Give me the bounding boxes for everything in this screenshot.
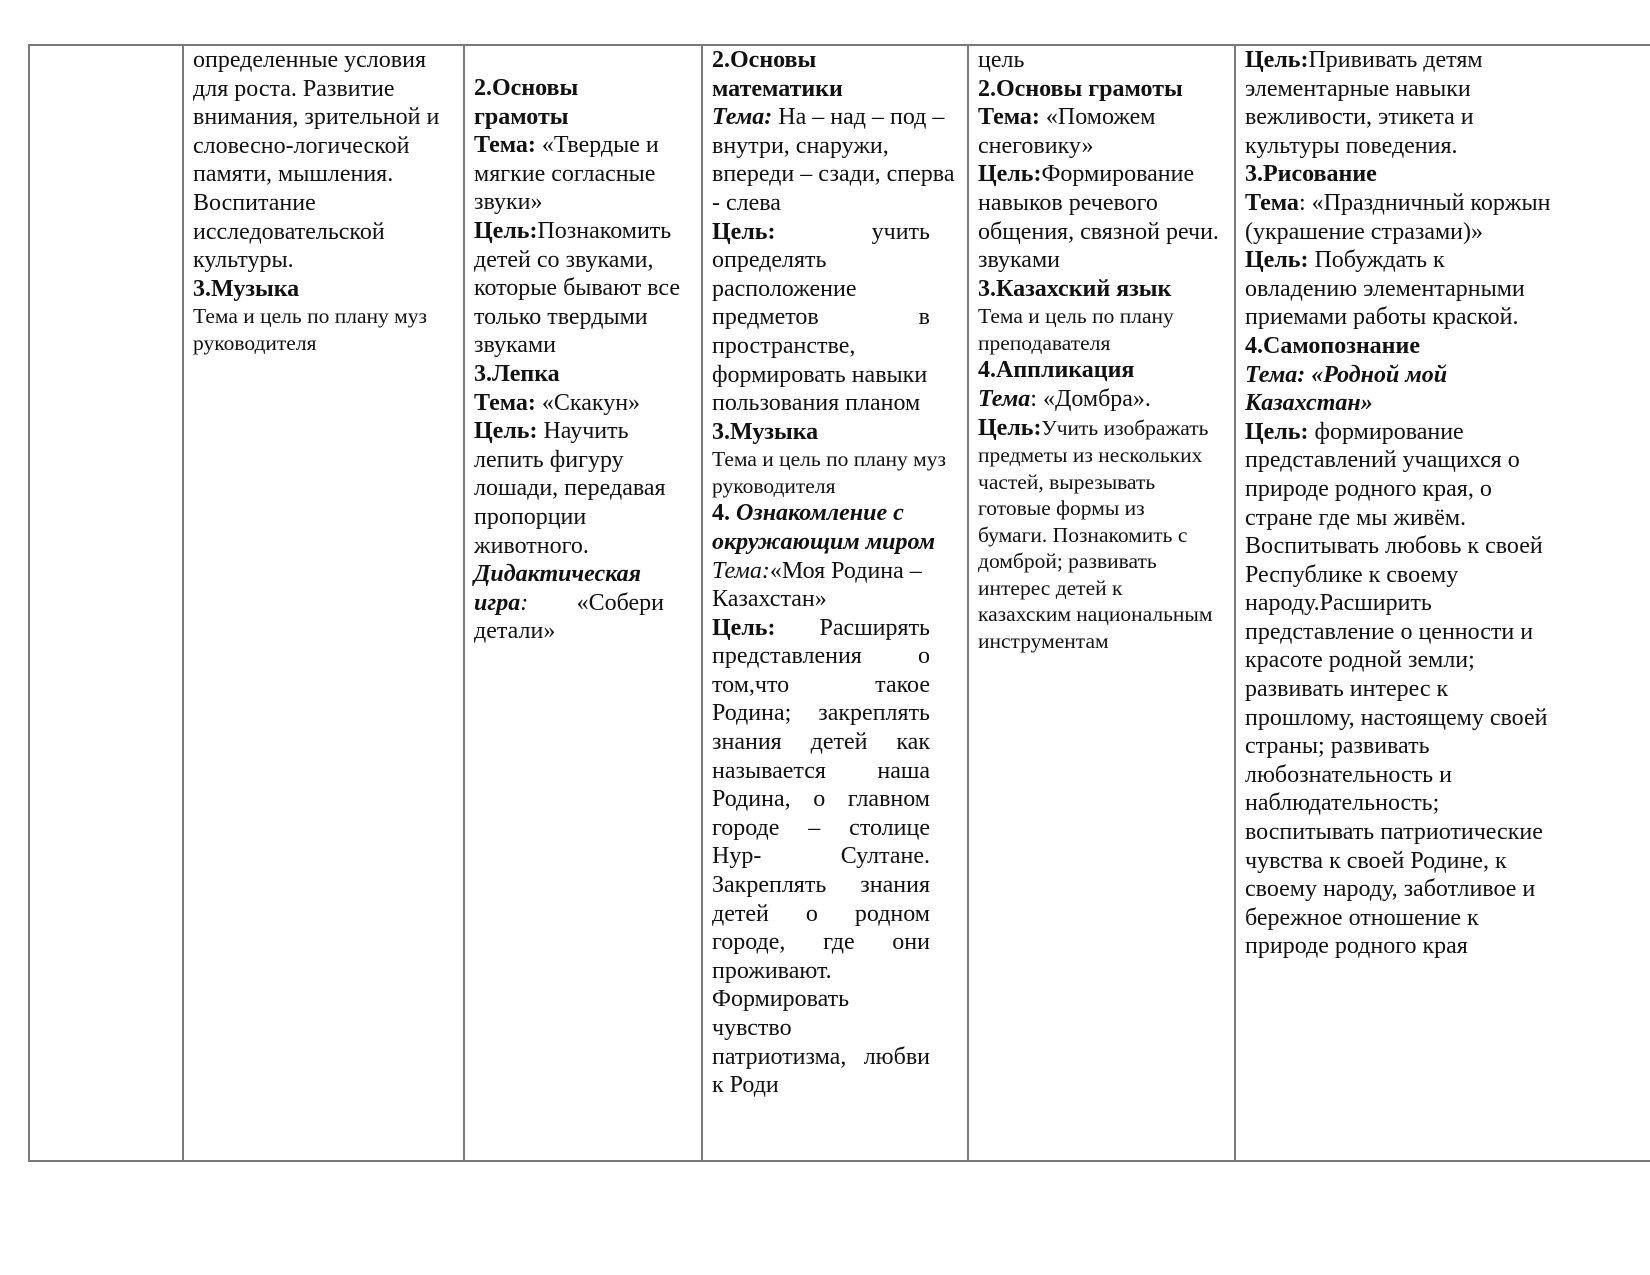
text-line: формировать навыки (712, 361, 928, 388)
text-line: чувства к своей Родине, к (1245, 847, 1507, 874)
text-line: Формировать (712, 986, 850, 1013)
text-line: детей о родном (712, 900, 930, 927)
text-line: общения, связной речи. (978, 218, 1219, 245)
text-line: снеговику» (978, 132, 1094, 159)
text-line: Родина, о главном (712, 786, 930, 813)
text-line: навыков речевого (978, 189, 1158, 216)
text-line: : «Домбра». (1030, 385, 1151, 412)
text-line: своему народу, заботливое и (1245, 876, 1536, 903)
text-line: «Твердые и (541, 132, 659, 159)
text-line: наблюдательность; (1245, 790, 1440, 817)
cel-label: Цель: (474, 418, 538, 445)
text-line: внутри, снаружи, (712, 132, 889, 159)
text-line: знания детей как (712, 729, 930, 756)
colon: : (520, 589, 529, 616)
text-line: пользования планом (712, 390, 921, 417)
column-divider (1234, 44, 1236, 1162)
cel-label: Цель: (712, 218, 776, 245)
text-line: внимания, зрительной и (193, 104, 440, 131)
text-line: Закреплять знания (712, 872, 930, 899)
column-divider (182, 44, 184, 1162)
tema-label: Казахстан» (1245, 390, 1373, 417)
text-line: стране где мы живём. (1245, 504, 1467, 531)
table-border (28, 44, 30, 1162)
text-line: называется наша (712, 757, 930, 784)
text-line: пространстве, (712, 332, 856, 359)
text-line: которые бывают все (474, 275, 680, 302)
tema-label: Тема: (978, 104, 1040, 131)
tema-label: Тема: (712, 557, 770, 584)
text-line: в (918, 304, 930, 331)
text-line: словесно-логической (193, 132, 410, 159)
text-line: «Собери (576, 589, 664, 616)
text-line: культуры поведения. (1245, 132, 1458, 159)
text-line: народу.Расширить (1245, 590, 1432, 617)
tema-label: Тема: (474, 132, 536, 159)
text-line: представление о ценности и (1245, 618, 1534, 645)
column-divider (463, 44, 465, 1162)
cel-label: Цель: (712, 614, 776, 641)
text-line: детей со звуками, (474, 246, 654, 273)
text-line: звуками (474, 332, 556, 359)
subject-heading: 3.Музыка (712, 418, 819, 445)
text-line: животного. (474, 532, 589, 559)
text-line: воспитывать патриотические (1245, 819, 1543, 846)
cell-col1 (193, 46, 455, 356)
text-line: казахским национальным (978, 602, 1213, 627)
text-line: бережное отношение к (1245, 904, 1479, 931)
text-line: элементарные навыки (1245, 75, 1471, 102)
text-line: пропорции (474, 503, 587, 530)
text-line: мягкие согласные (474, 160, 656, 187)
subject-heading: 3.Лепка (474, 360, 560, 387)
text-line: Республике к своему (1245, 561, 1459, 588)
text-line: Учить изображать (1041, 415, 1209, 440)
text-line: Научить (543, 418, 629, 445)
text-line: руководителя (193, 330, 317, 355)
text-line: звуками (978, 247, 1060, 274)
text-line: впереди – сзади, сперва (712, 161, 955, 188)
text-line: бумаги. Познакомить с (978, 522, 1188, 547)
game-label: Дидактическая (474, 561, 642, 588)
text-line: (украшение стразами)» (1245, 218, 1484, 245)
text-line: патриотизма, любви (712, 1043, 930, 1070)
text-line: любознательность и (1245, 761, 1452, 788)
text-line: готовые формы из (978, 496, 1145, 521)
text-line: Воспитание (193, 189, 316, 216)
text-line: лепить фигуру (474, 446, 624, 473)
text-line: предметов (712, 304, 819, 331)
text-line: приемами работы краской. (1245, 304, 1519, 331)
text-line: памяти, мышления. (193, 161, 394, 188)
text-line: На – над – под – (778, 104, 945, 131)
tema-label: Тема: (474, 389, 536, 416)
subject-heading: 3.Рисование (1245, 161, 1377, 188)
text-line: расположение (712, 275, 857, 302)
column-divider (701, 44, 703, 1162)
cell-col2 (474, 74, 696, 646)
text-line: «Моя Родина – (769, 557, 922, 584)
text-line: предметы из нескольких (978, 443, 1203, 468)
text-line: цель (978, 47, 1025, 73)
text-line: домброй; развивать (978, 549, 1157, 574)
text-line: Казахстан» (712, 586, 827, 613)
cel-label: Цель: (978, 414, 1042, 441)
tema-label: Тема (978, 385, 1031, 412)
text-line: детали» (474, 618, 556, 645)
text-line: только твердыми (474, 303, 648, 330)
text-line: городе, где они (712, 929, 930, 956)
subject-heading: 4.Самопознание (1245, 332, 1420, 359)
text-line: определенные условия (193, 47, 426, 73)
text-line: звуки» (474, 189, 543, 216)
text-line: Познакомить (537, 217, 672, 244)
cell-col4 (978, 46, 1230, 654)
text-line: Тема и цель по плану муз (193, 304, 427, 329)
text-line: : «Праздничный коржын (1298, 189, 1551, 216)
text-line: «Поможем (1045, 104, 1156, 131)
text-line: представлений учащихся о (1245, 447, 1520, 474)
text-line: Родина; закреплять (712, 700, 930, 727)
subject-heading: окружающим миром (712, 528, 936, 555)
text-line: Расширять (819, 614, 930, 641)
text-line: природе родного края (1245, 933, 1468, 960)
text-line: проживают. (712, 957, 832, 984)
text-line: Побуждать к (1314, 247, 1445, 274)
text-line: том,что такое (712, 671, 930, 698)
text-line: преподавателя (978, 330, 1111, 355)
text-line: Тема и цель по плану муз (712, 447, 946, 472)
subject-heading: математики (712, 75, 843, 102)
text-line: представления о (712, 643, 930, 670)
text-line: Нур- Султане. (712, 843, 930, 870)
text-line: Формирование (1041, 161, 1195, 188)
cel-label: Цель: (978, 161, 1042, 188)
text-line: формирование (1314, 418, 1464, 445)
subject-heading: грамоты (474, 103, 569, 130)
subject-heading: 2.Основы (712, 47, 817, 73)
text-line: инструментам (978, 628, 1109, 653)
text-line: определять (712, 247, 827, 274)
text-line: к Роди (712, 1072, 779, 1099)
text-line: интерес детей к (978, 575, 1123, 600)
game-label: игра (474, 589, 521, 616)
subject-heading: 2.Основы грамоты (978, 75, 1183, 102)
cell-col5 (1245, 46, 1645, 961)
text-line: городе – столице (712, 814, 930, 841)
subject-heading: 4.Аппликация (978, 357, 1135, 384)
column-divider (967, 44, 969, 1162)
text-line: - слева (712, 189, 781, 216)
text-line: для роста. Развитие (193, 75, 395, 102)
text-line: красоте родной земли; (1245, 647, 1475, 674)
subject-number: 4. (712, 500, 730, 527)
cel-label: Цель: (1245, 47, 1309, 73)
tema-label: Тема (1245, 189, 1299, 216)
text-line: частей, вырезывать (978, 469, 1156, 494)
text-line: чувство (712, 1015, 792, 1041)
cell-col3 (712, 46, 962, 1100)
subject-heading: 3.Музыка (193, 275, 300, 302)
text-line: прошлому, настоящему своей (1245, 704, 1548, 731)
cel-label: Цель: (1245, 247, 1309, 274)
cel-label: Цель: (1245, 418, 1309, 445)
text-line: руководителя (712, 473, 836, 498)
text-line: «Скакун» (541, 389, 641, 416)
text-line: Тема и цель по плану (978, 304, 1174, 329)
text-line: овладению элементарными (1245, 275, 1525, 302)
subject-heading: 3.Казахский язык (978, 275, 1172, 302)
text-line: вежливости, этикета и (1245, 104, 1474, 131)
text-line: исследовательской (193, 218, 385, 245)
text-line: Прививать детям (1308, 47, 1483, 73)
text-line: лошади, передавая (474, 475, 666, 502)
text-line: культуры. (193, 247, 294, 274)
tema-label: Тема: «Родной мой (1245, 361, 1448, 388)
cel-label: Цель: (474, 217, 538, 244)
text-line: развивать интерес к (1245, 676, 1449, 703)
text-line: Воспитывать любовь к своей (1245, 533, 1543, 560)
subject-heading: Ознакомление с (736, 500, 904, 527)
subject-heading: 2.Основы (474, 75, 579, 101)
text-line: учить (871, 218, 930, 245)
tema-label: Тема: (712, 104, 773, 131)
text-line: природе родного края, о (1245, 475, 1492, 502)
text-line: страны; развивать (1245, 733, 1430, 760)
